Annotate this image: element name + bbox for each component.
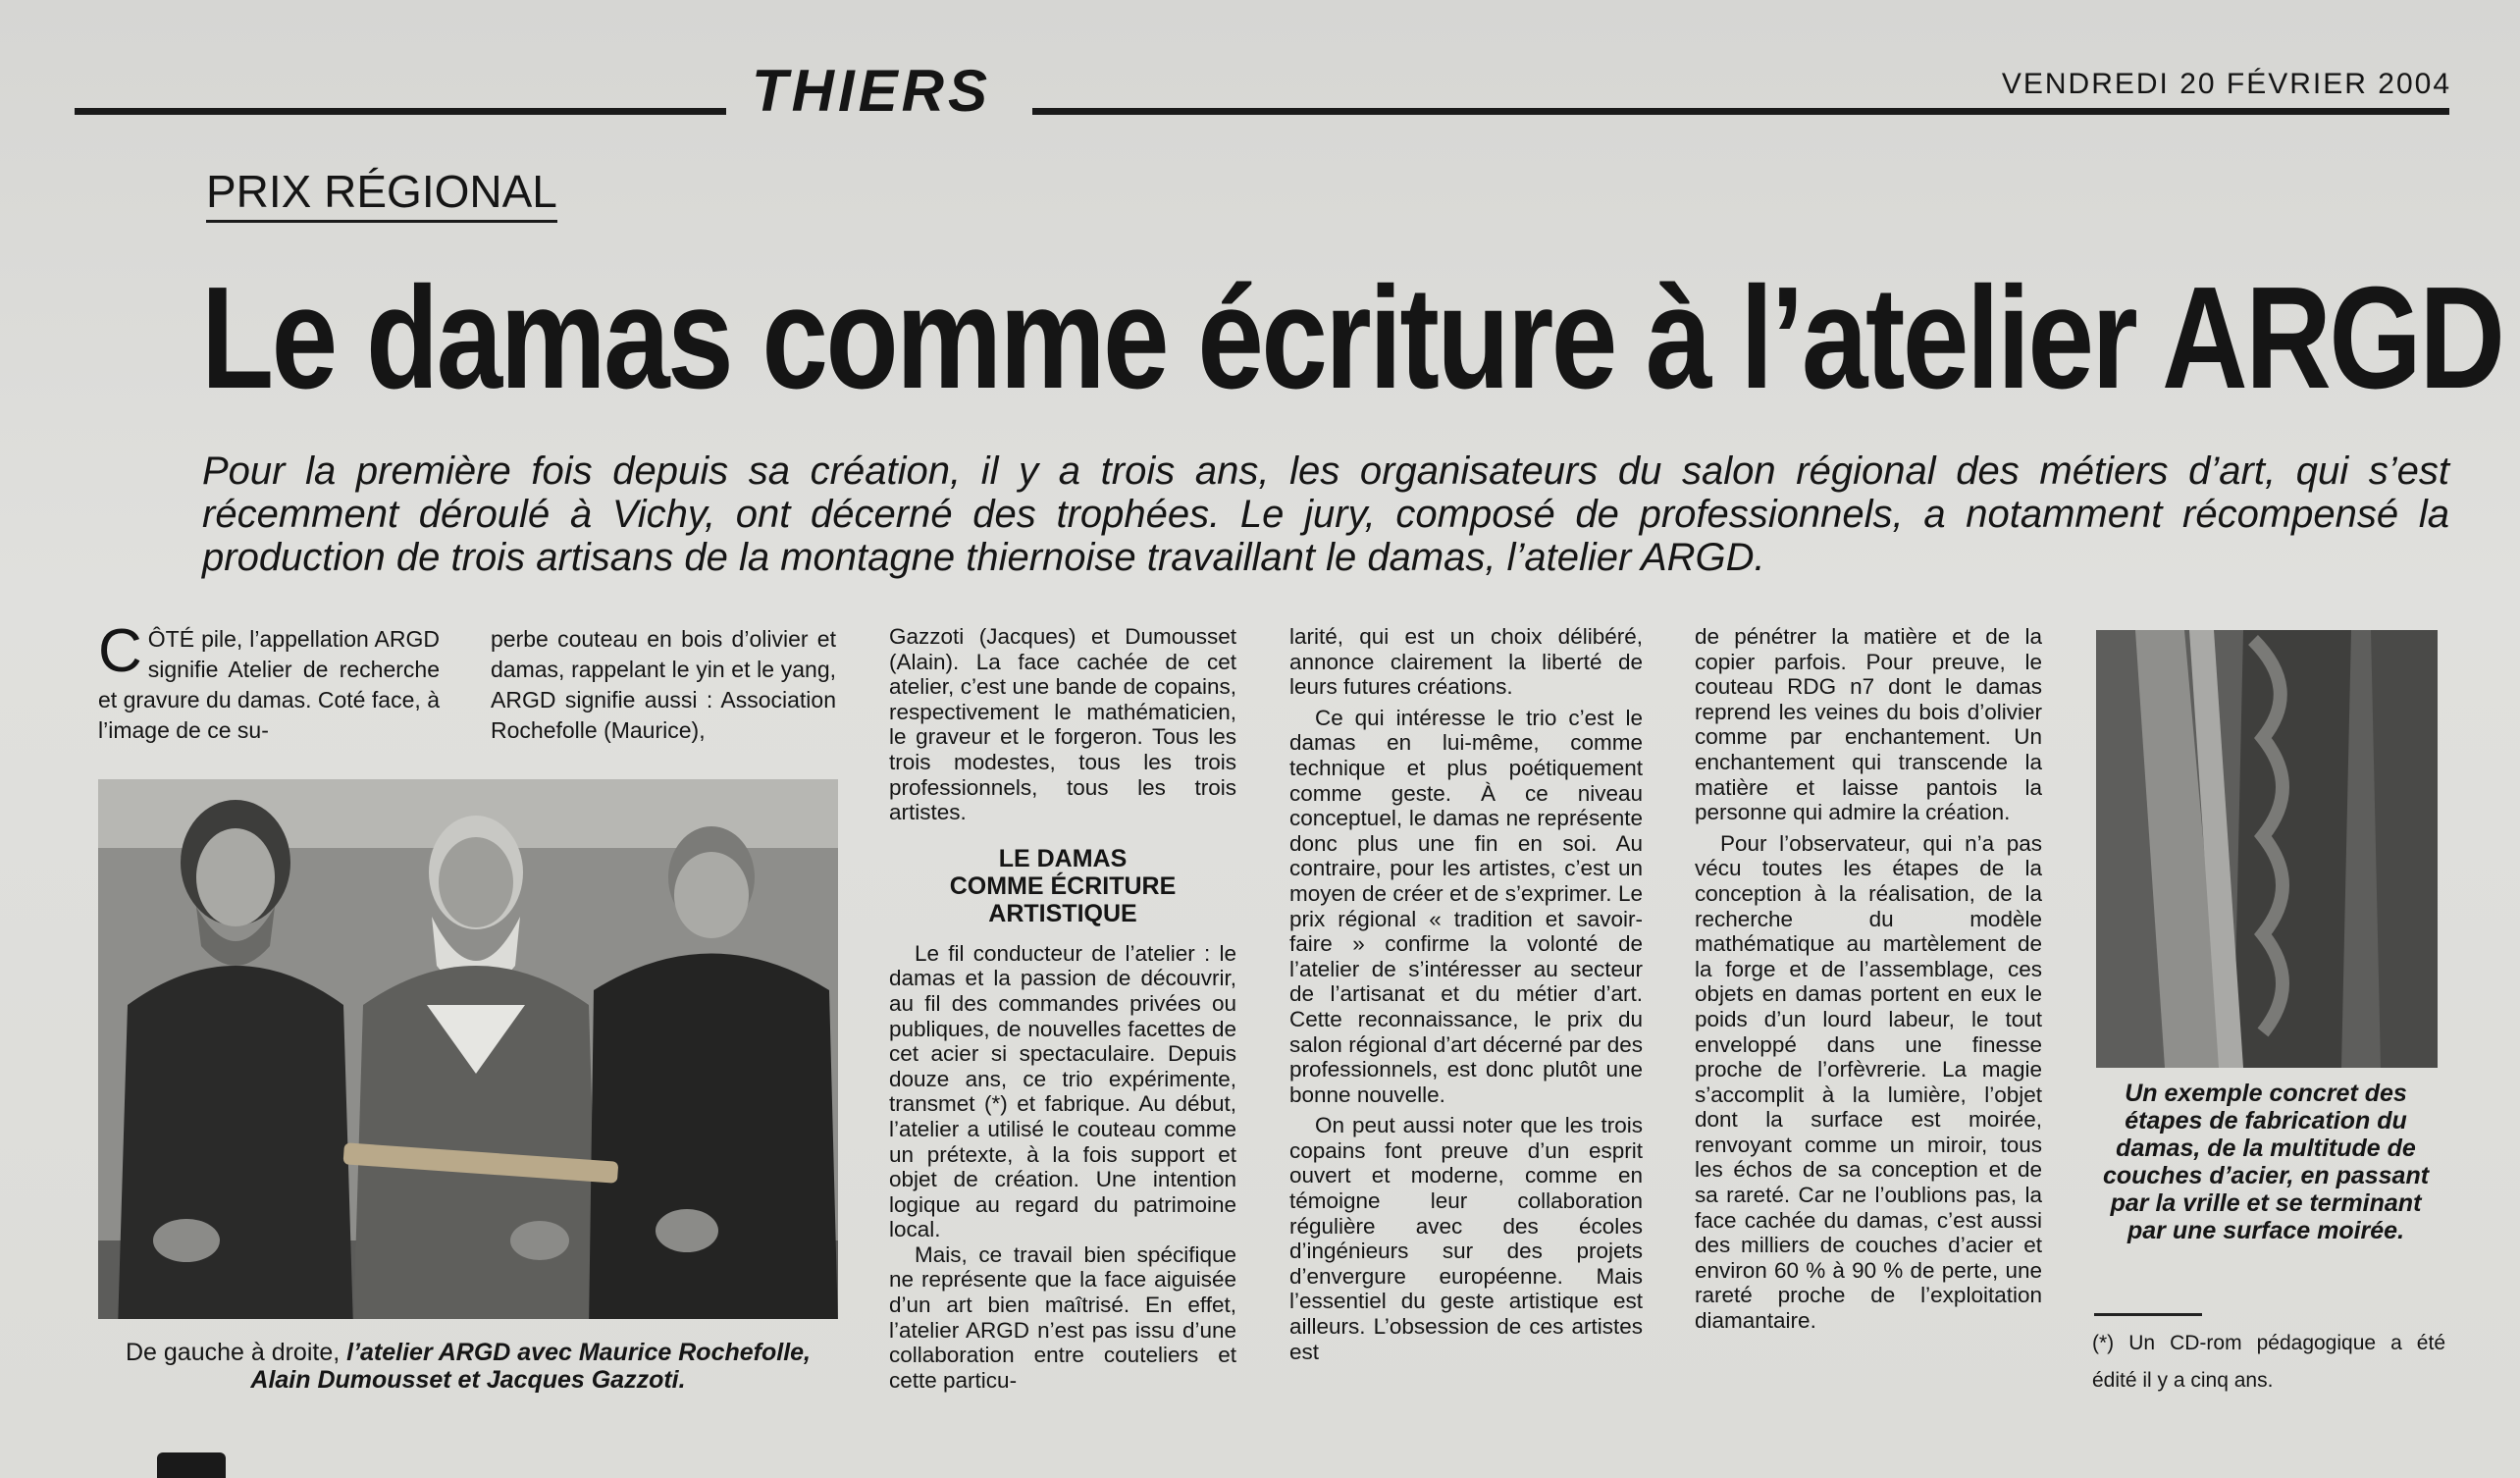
photo-artisans-caption: [98, 1339, 838, 1394]
header-rule-right: [1032, 108, 2449, 115]
subheading: [889, 845, 1236, 927]
column-5: [1695, 624, 2042, 1334]
column-2: [491, 624, 836, 746]
next-article-fragment: [157, 1452, 226, 1478]
column-1: [98, 617, 440, 746]
caption-plain: De gauche à droite,: [125, 1339, 347, 1366]
section-title: THIERS: [752, 58, 992, 124]
photo-damascus-steel: [2096, 630, 2438, 1068]
column-3-p2: Le fil conducteur de l’atelier : le damas et la passion de découvrir, au fil des commandes privées ou publiques, de nouvelles facettes de cet acier si spectaculaire. Depuis douze ans, ce trio expérimente, transmet (*) et fabrique. Au début, l’atelier a utilisé le couteau comme un prétexte, à la fois support et objet de création. Une intention logique au regard du patrimoine local.: [889, 940, 1236, 1242]
column-5-p1: de pénétrer la matière et de la copier parfois. Pour preuve, le couteau RDG n7 dont le damas reprend les veines du bois d’olivier comme par enchantement. Un enchantement qui transcende la matière et laisse pantois la personne qui admire la création.: [1695, 624, 2042, 825]
photo-damascus-caption: Un exemple concret des étapes de fabrication du damas, de la multitude de couches d’acier, en passant par la vrille et se terminant par une surface moirée.: [2102, 1080, 2430, 1244]
column-3: [889, 624, 1236, 1393]
photo-damascus-image: [2096, 630, 2438, 1068]
column-1-text: ÔTÉ pile, l’appellation ARGD signifie Atelier de recherche et gravure du damas. Coté face, à l’image de ce su-: [98, 626, 440, 743]
subheading-line-3: ARTISTIQUE: [988, 899, 1137, 927]
column-4-p3: On peut aussi noter que les trois copains font preuve d’un esprit ouvert et moderne, comme en témoigne leur collaboration régulière avec des écoles d’ingénieurs sur des projets d’envergure européenne. Mais l’essentiel du geste artistique est ailleurs. L’obsession de ces artistes est: [1289, 1113, 1643, 1364]
photo-artisans: [98, 779, 838, 1319]
subheading-line-1: LE DAMAS: [998, 844, 1128, 872]
caption-emphasis: l’atelier ARGD avec Maurice Rochefolle, Alain Dumousset et Jacques Gazzoti.: [250, 1339, 811, 1394]
photo-artisans-image: [98, 779, 838, 1319]
column-4-p2: Ce qui intéresse le trio c’est le damas en lui-même, comme technique et plus poétiquement comme geste. À ce niveau conceptuel, le damas ne représente donc plus une fin en soi. Au contraire, pour les artistes, c’est un moyen de créer et de s’exprimer. Le prix régional « tradition et savoir-faire » confirme la volonté de l’atelier de s’intéresser au secteur de l’artisanat et du métier d’art. Cette reconnaissance, le prix du salon régional d’art décerné par des professionnels, est donc plutôt une bonne nouvelle.: [1289, 705, 1643, 1107]
column-5-p2: Pour l’observateur, qui n’a pas vécu toutes les étapes de la conception à la réalisation, de la recherche du modèle mathématique au martèlement de la forge et de l’assemblage, ces objets en damas portent en eux le poids d’un lourd labeur, le tout enveloppé dans une finesse proche de l’orfèvrerie. La magie s’accomplit à la lumière, l’objet dont la surface est moirée, renvoyant comme un miroir, tous les échos de sa conception et de sa rareté. Car ne l’oublions pas, la face cachée du damas, c’est aussi des milliers de couches d’acier et environ 60 % à 90 % de perte, une rareté proche de l’exploitation diamantaire.: [1695, 830, 2042, 1334]
footnote: (*) Un CD-rom pédagogique a été édité il y a cinq ans.: [2092, 1332, 2445, 1392]
column-4-p1: larité, qui est un choix délibéré, annonce clairement la liberté de leurs futures créations.: [1289, 624, 1643, 700]
lead-paragraph: Pour la première fois depuis sa création, il y a trois ans, les organisateurs du salon régional des métiers d’art, qui s’est récemment déroulé à Vichy, ont décerné des trophées. Le jury, composé de professionnels, a notamment récompensé la production de trois artisans de la montagne thiernoise travaillant le damas, l’atelier ARGD.: [202, 449, 2449, 579]
footnote-rule: [2094, 1313, 2202, 1316]
column-4: [1289, 624, 1643, 1364]
headline: Le damas comme écriture à l’atelier ARGD: [201, 257, 2503, 419]
issue-date: VENDREDI 20 FÉVRIER 2004: [2001, 68, 2451, 100]
column-2-text: perbe couteau en bois d’olivier et damas, rappelant le yin et le yang, ARGD signifie aussi : Association Rochefolle (Maurice),: [491, 626, 836, 743]
column-3-p1: Gazzoti (Jacques) et Dumousset (Alain). La face cachée de cet atelier, c’est une bande de copains, respectivement le mathématicien, le graveur et le forgeron. Tous les trois modestes, tous les trois professionnels, tous les trois artistes.: [889, 624, 1236, 825]
drop-cap: C: [98, 617, 142, 685]
subheading-line-2: COMME ÉCRITURE: [949, 871, 1177, 900]
kicker: PRIX RÉGIONAL: [206, 165, 557, 223]
column-3-p3: Mais, ce travail bien spécifique ne représente que la face aiguisée d’un art bien maîtrisé. En effet, l’atelier ARGD n’est pas issu d’une collaboration entre couteliers et cette particu-: [889, 1241, 1236, 1393]
header-rule-left: [75, 108, 726, 115]
